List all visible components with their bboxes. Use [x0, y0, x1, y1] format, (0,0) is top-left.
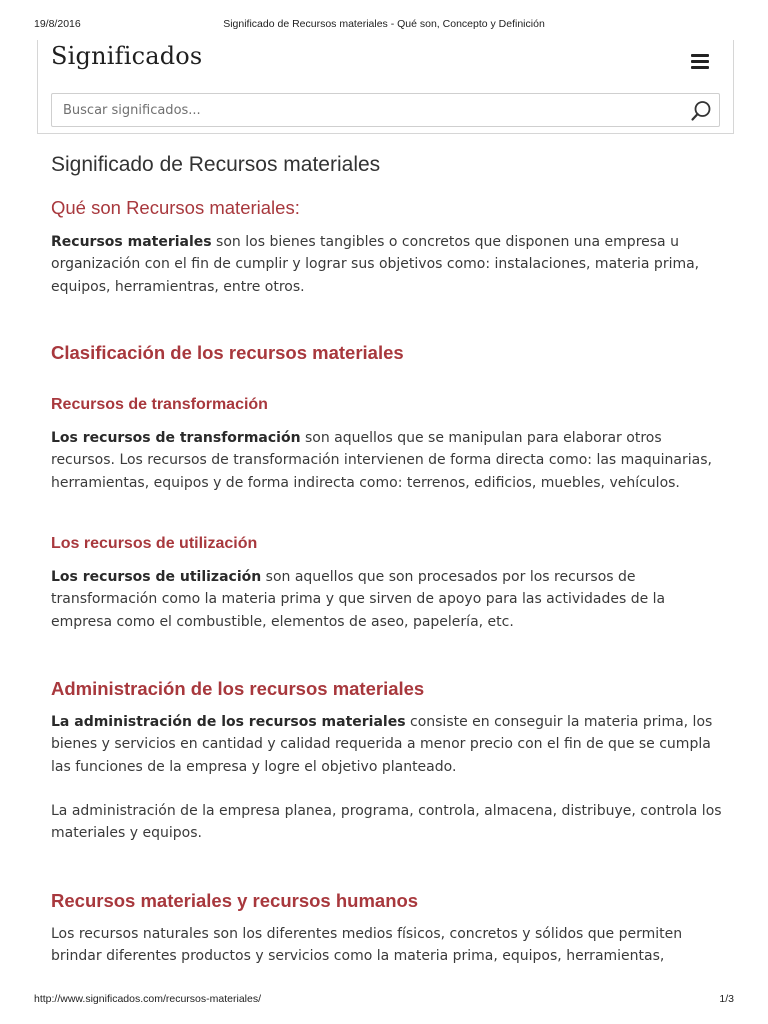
transformacion-bold-term: Los recursos de transformación [51, 430, 301, 446]
clasificacion-heading: Clasificación de los recursos materiales [51, 342, 404, 363]
search-input[interactable] [52, 94, 672, 126]
print-page-number: 1/3 [719, 993, 734, 1005]
print-url: http://www.significados.com/recursos-materiales/ [34, 993, 261, 1005]
print-header [34, 18, 734, 32]
print-page-title: Significado de Recursos materiales - Qué son, Concepto y Definición [223, 18, 545, 30]
intro-line-2: organización con el fin de cumplir y lograr sus objetivos como: instalaciones, materia prima, [51, 256, 700, 273]
humanos-paragraph [51, 923, 731, 968]
transformacion-paragraph [51, 427, 731, 494]
utilizacion-heading: Los recursos de utilización [51, 535, 258, 552]
utilizacion-bold-term: Los recursos de utilización [51, 569, 262, 585]
administracion-p2-line-1: La administración de la empresa planea, programa, controla, almacena, distribuye, controla los [51, 803, 722, 819]
intro-line-1: son los bienes tangibles o concretos que disponen una empresa u [211, 234, 679, 250]
print-date: 19/8/2016 [34, 18, 81, 30]
utilizacion-line-3: empresa como el combustible, elementos de aseo, papelería, etc. [51, 613, 514, 630]
administracion-line-3: las funciones de la empresa y logre el objetivo planteado. [51, 758, 457, 775]
administracion-bold-term: La administración de los recursos materiales [51, 714, 406, 730]
utilizacion-line-2: transformación como la materia prima y que sirven de apoyo para las actividades de la [51, 591, 666, 608]
transformacion-line-3: herramientas, equipos y de forma indirecta como: terrenos, edificios, muebles, vehículos. [51, 474, 680, 491]
article-subtitle: Qué son Recursos materiales: [51, 197, 300, 218]
administracion-paragraph-2 [51, 800, 731, 845]
article-title: Significado de Recursos materiales [51, 153, 381, 176]
intro-paragraph [51, 231, 731, 298]
utilizacion-paragraph [51, 566, 731, 633]
transformacion-heading: Recursos de transformación [51, 396, 268, 413]
administracion-heading: Administración de los recursos materiales [51, 678, 425, 699]
transformacion-line-2: recursos. Los recursos de transformación intervienen de forma directa como: las maquinarias, [51, 452, 712, 469]
administracion-p2-line-2: materiales y equipos. [51, 825, 202, 842]
hamburger-menu-icon[interactable] [691, 54, 709, 70]
utilizacion-line-1: son aquellos que son procesados por los recursos de [261, 569, 636, 585]
administracion-line-1: consiste en conseguir la materia prima, los [405, 714, 713, 730]
site-header [37, 40, 734, 134]
print-footer [34, 993, 734, 1007]
search-icon[interactable] [689, 99, 713, 123]
site-logo[interactable]: Significados [51, 42, 203, 70]
humanos-line-2: brindar diferentes productos y servicios como la materia prima, equipos, herramientas, [51, 948, 665, 965]
intro-bold-term: Recursos materiales [51, 234, 212, 250]
transformacion-line-1: son aquellos que se manipulan para elaborar otros [300, 430, 662, 446]
search-box [51, 93, 720, 127]
administracion-line-2: bienes y servicios en cantidad y calidad requerida a menor precio con el fin de que se cumpla [51, 736, 711, 753]
administracion-paragraph [51, 711, 731, 778]
humanos-line-1: Los recursos naturales son los diferentes medios físicos, concretos y sólidos que permiten [51, 926, 683, 942]
humanos-heading: Recursos materiales y recursos humanos [51, 890, 419, 911]
intro-line-3: equipos, herramientras, entre otros. [51, 278, 305, 295]
